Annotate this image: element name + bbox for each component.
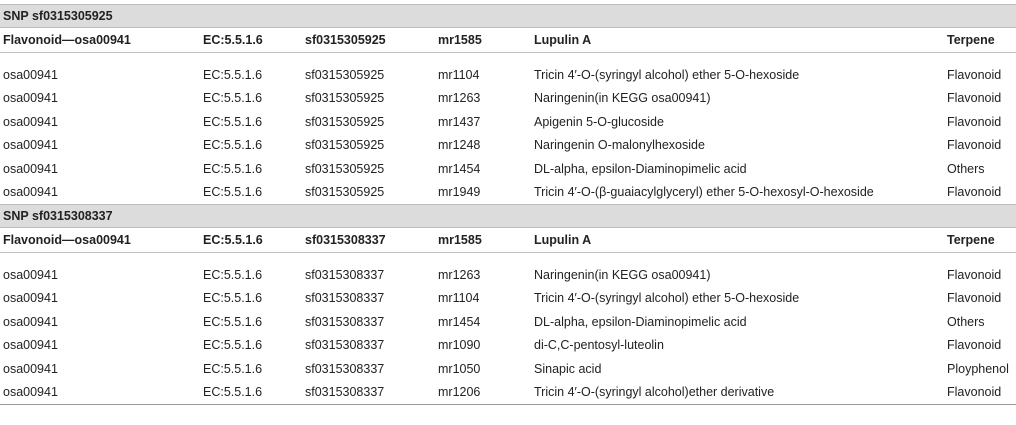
cell-ec-number: EC:5.5.1.6 (203, 314, 263, 329)
header-cell-metabolite-name: Lupulin A (534, 33, 592, 47)
table-row (0, 334, 1016, 358)
header-cell-ec-number: EC:5.5.1.6 (203, 233, 263, 247)
divider-cell (0, 53, 1016, 64)
cell-metabolite-id: mr1437 (438, 114, 481, 129)
section-title-row (0, 205, 1016, 228)
cell-pathway: osa00941 (3, 338, 58, 353)
cell-class: Others (947, 314, 985, 329)
cell-pathway: osa00941 (3, 161, 58, 176)
table-row (0, 87, 1016, 111)
cell-metabolite-name: Apigenin 5-O-glucoside (534, 114, 664, 129)
table-row (0, 357, 1016, 381)
cell-class: Flavonoid (947, 67, 1002, 82)
header-divider (0, 53, 1016, 64)
cell-ec-number: EC:5.5.1.6 (203, 385, 263, 400)
table-row (0, 263, 1016, 287)
header-divider (0, 253, 1016, 264)
cell-class: Flavonoid (947, 385, 1002, 400)
cell-metabolite-id: mr1090 (438, 338, 481, 353)
cell-ec-number: EC:5.5.1.6 (203, 161, 263, 176)
cell-metabolite-id: mr1454 (438, 314, 481, 329)
cell-snp-id: sf0315305925 (305, 67, 385, 82)
table-row (0, 181, 1016, 205)
header-row (0, 28, 1016, 53)
cell-class: Flavonoid (947, 138, 1002, 153)
cell-metabolite-id: mr1050 (438, 361, 481, 376)
header-cell-metabolite-id: mr1585 (438, 233, 482, 247)
cell-ec-number: EC:5.5.1.6 (203, 267, 263, 282)
cell-metabolite-id: mr1454 (438, 161, 481, 176)
cell-pathway: osa00941 (3, 314, 58, 329)
cell-snp-id: sf0315305925 (305, 161, 385, 176)
cell-metabolite-name: Naringenin(in KEGG osa00941) (534, 91, 711, 106)
cell-pathway: osa00941 (3, 267, 58, 282)
table-row (0, 381, 1016, 405)
cell-metabolite-id: mr1248 (438, 138, 481, 153)
section-title: SNP sf0315305925 (0, 5, 1016, 28)
cell-metabolite-id: mr1206 (438, 385, 481, 400)
header-cell-metabolite-name: Lupulin A (534, 233, 592, 247)
cell-pathway: osa00941 (3, 361, 58, 376)
header-cell-class: Terpene (947, 33, 995, 47)
cell-class: Flavonoid (947, 267, 1002, 282)
cell-metabolite-id: mr1104 (438, 67, 480, 82)
cell-snp-id: sf0315305925 (305, 138, 385, 153)
header-cell-metabolite-id: mr1585 (438, 33, 482, 47)
cell-ec-number: EC:5.5.1.6 (203, 67, 263, 82)
cell-pathway: osa00941 (3, 138, 58, 153)
cell-metabolite-name: Naringenin O-malonylhexoside (534, 138, 705, 153)
cell-snp-id: sf0315308337 (305, 314, 385, 329)
cell-metabolite-id: mr1263 (438, 267, 481, 282)
cell-metabolite-name: Tricin 4′-O-(syringyl alcohol) ether 5-O-hexoside (534, 67, 800, 82)
cell-class: Ployphenol (947, 361, 1009, 376)
cell-metabolite-id: mr1263 (438, 91, 481, 106)
cell-metabolite-name: Sinapic acid (534, 361, 602, 376)
header-row (0, 228, 1016, 253)
header-cell-pathway: Flavonoid—osa00941 (3, 233, 131, 247)
cell-pathway: osa00941 (3, 385, 58, 400)
cell-ec-number: EC:5.5.1.6 (203, 338, 263, 353)
cell-snp-id: sf0315305925 (305, 91, 385, 106)
header-cell-snp-id: sf0315308337 (305, 233, 386, 247)
cell-snp-id: sf0315308337 (305, 267, 385, 282)
table-row (0, 310, 1016, 334)
cell-ec-number: EC:5.5.1.6 (203, 361, 263, 376)
cell-metabolite-name: di-C,C-pentosyl-luteolin (534, 338, 664, 353)
cell-snp-id: sf0315308337 (305, 291, 385, 306)
section-title: SNP sf0315308337 (0, 205, 1016, 228)
cell-class: Flavonoid (947, 338, 1002, 353)
header-cell-snp-id: sf0315305925 (305, 33, 386, 47)
cell-class: Flavonoid (947, 185, 1002, 200)
table-row (0, 63, 1016, 87)
cell-ec-number: EC:5.5.1.6 (203, 138, 263, 153)
cell-class: Flavonoid (947, 114, 1002, 129)
cell-pathway: osa00941 (3, 67, 58, 82)
snp-table (0, 4, 1016, 405)
cell-pathway: osa00941 (3, 185, 58, 200)
cell-metabolite-id: mr1104 (438, 291, 480, 306)
cell-ec-number: EC:5.5.1.6 (203, 291, 263, 306)
cell-metabolite-name: Tricin 4′-O-(syringyl alcohol)ether derivative (534, 385, 775, 400)
cell-snp-id: sf0315308337 (305, 385, 385, 400)
cell-class: Flavonoid (947, 291, 1002, 306)
cell-metabolite-id: mr1949 (438, 185, 481, 200)
table-row (0, 287, 1016, 311)
header-cell-class: Terpene (947, 233, 995, 247)
table-row (0, 157, 1016, 181)
cell-ec-number: EC:5.5.1.6 (203, 114, 263, 129)
header-cell-ec-number: EC:5.5.1.6 (203, 33, 263, 47)
cell-snp-id: sf0315308337 (305, 361, 385, 376)
cell-metabolite-name: Tricin 4′-O-(β-guaiacylglyceryl) ether 5-O-hexosyl-O-hexoside (534, 185, 874, 200)
table-row (0, 110, 1016, 134)
cell-metabolite-name: DL-alpha, epsilon-Diaminopimelic acid (534, 314, 747, 329)
cell-pathway: osa00941 (3, 114, 58, 129)
cell-metabolite-name: Tricin 4′-O-(syringyl alcohol) ether 5-O-hexoside (534, 291, 800, 306)
cell-class: Flavonoid (947, 91, 1002, 106)
cell-pathway: osa00941 (3, 91, 58, 106)
cell-pathway: osa00941 (3, 291, 58, 306)
table-row (0, 134, 1016, 158)
cell-metabolite-name: DL-alpha, epsilon-Diaminopimelic acid (534, 161, 747, 176)
cell-ec-number: EC:5.5.1.6 (203, 185, 263, 200)
divider-cell (0, 253, 1016, 264)
header-cell-pathway: Flavonoid—osa00941 (3, 33, 131, 47)
table-body (0, 5, 1016, 405)
cell-snp-id: sf0315305925 (305, 114, 385, 129)
cell-snp-id: sf0315308337 (305, 338, 385, 353)
section-title-row (0, 5, 1016, 28)
cell-ec-number: EC:5.5.1.6 (203, 91, 263, 106)
cell-class: Others (947, 161, 985, 176)
cell-metabolite-name: Naringenin(in KEGG osa00941) (534, 267, 711, 282)
cell-snp-id: sf0315305925 (305, 185, 385, 200)
